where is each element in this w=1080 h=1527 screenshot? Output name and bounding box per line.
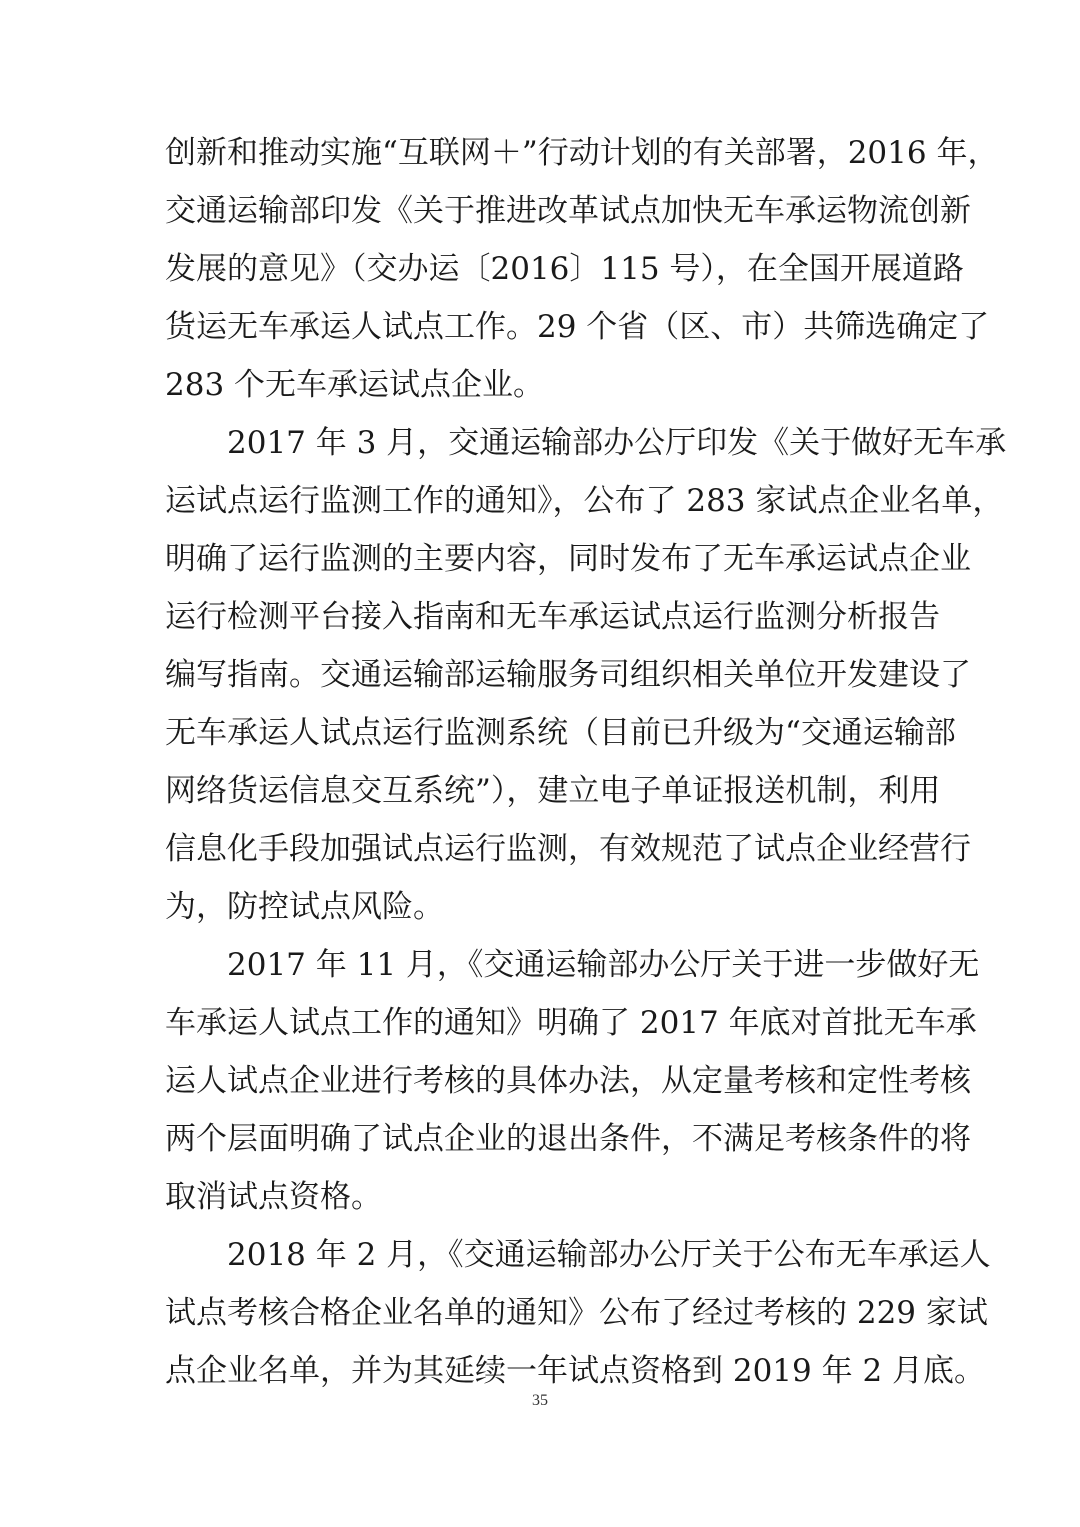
text-line: 明确了运行监测的主要内容，同时发布了无车承运试点企业 [165, 541, 971, 577]
text-line: 2017 年 11 月，《交通运输部办公厅关于进一步做好无 [165, 947, 980, 983]
text-line: 为，防控试点风险。 [165, 889, 444, 925]
text-line: 点企业名单，并为其延续一年试点资格到 2019 年 2 月底。 [165, 1353, 986, 1389]
paragraph-2 [165, 414, 1007, 936]
text-line: 编写指南。交通运输部运输服务司组织相关单位开发建设了 [165, 657, 971, 693]
text-line: 运试点运行监测工作的通知》，公布了 283 家试点企业名单， [165, 483, 1004, 519]
text-line: 网络货运信息交互系统”），建立电子单证报送机制，利用 [165, 773, 941, 809]
text-line: 取消试点资格。 [165, 1179, 382, 1215]
text-line: 运行检测平台接入指南和无车承运试点运行监测分析报告 [165, 599, 940, 635]
paragraph-1 [165, 124, 999, 414]
text-line: 两个层面明确了试点企业的退出条件，不满足考核条件的将 [165, 1121, 971, 1157]
text-line: 创新和推动实施“互联网＋”行动计划的有关部署，2016 年， [165, 135, 999, 171]
body-text [165, 124, 1007, 1400]
page-number: 35 [532, 1392, 548, 1409]
text-line: 发展的意见》（交办运〔2016〕115 号），在全国开展道路 [165, 251, 964, 287]
text-line: 运人试点企业进行考核的具体办法，从定量考核和定性考核 [165, 1063, 971, 1099]
text-line: 2018 年 2 月，《交通运输部办公厅关于公布无车承运人 [165, 1237, 991, 1273]
text-line: 283 个无车承运试点企业。 [165, 367, 545, 403]
text-line: 信息化手段加强试点运行监测，有效规范了试点企业经营行 [165, 831, 971, 867]
text-line: 车承运人试点工作的通知》明确了 2017 年底对首批无车承 [165, 1005, 977, 1041]
paragraph-3 [165, 936, 980, 1226]
text-line: 试点考核合格企业名单的通知》公布了经过考核的 229 家试 [165, 1295, 988, 1331]
text-line: 2017 年 3 月，交通运输部办公厅印发《关于做好无车承 [165, 425, 1007, 461]
paragraph-4 [165, 1226, 991, 1400]
text-line: 交通运输部印发《关于推进改革试点加快无车承运物流创新 [165, 193, 971, 229]
text-line: 无车承运人试点运行监测系统（目前已升级为“交通运输部 [165, 715, 956, 751]
text-line: 货运无车承运人试点工作。29 个省（区、市）共筛选确定了 [165, 309, 990, 345]
